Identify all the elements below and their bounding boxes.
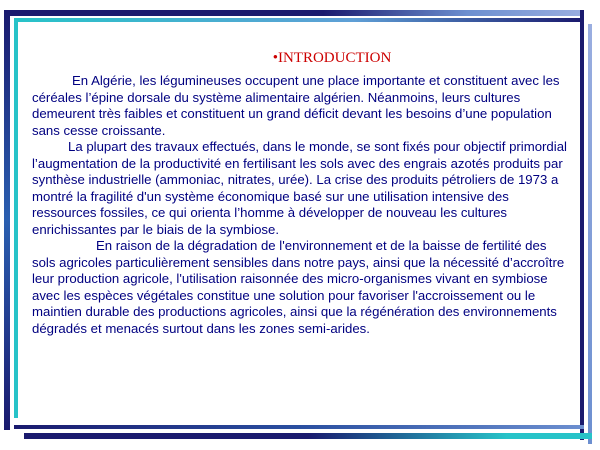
frame-top-inner-bar (14, 18, 580, 22)
slide-title: •INTRODUCTION (272, 50, 392, 66)
frame-top-outer-bar (4, 10, 584, 16)
frame-left-outer-bar (4, 10, 10, 430)
frame-right-inner-bar (580, 10, 584, 440)
paragraph-3: En raison de la dégradation de l'environnement et de la baisse de fertilité des sols agricoles particulièrement sensibles dans notre pays, ainsi que la nécessité d’accroître leur production agricole, l'utilisation raisonnée des micro-organismes vivant en symbiose avec les espèces végétales constitue une solution pour favoriser l'accroissement ou le maintien durable des productions agricoles, ainsi que la régénération des environnements dégradés et menacés surtout dans les zones semi-arides. (32, 238, 565, 336)
paragraph-2: La plupart des travaux effectués, dans le monde, se sont fixés pour objectif primordial l’augmentation de la productivité en fertilisant les sols avec des engrais azotés produits par synthèse industrielle (ammoniac, nitrates, urée). La crise des produits pétroliers de 1973 a montré la fragilité d'un système économique basé sur une utilisation intensive des ressources fossiles, ce qui orienta l’homme à développer de nouveau les cultures enrichissantes par le biais de la symbiose. (32, 139, 567, 237)
paragraph-1: En Algérie, les légumineuses occupent une place importante et constituent avec les céréales l’épine dorsale du système alimentaire algérien. Néanmoins, leurs cultures demeurent très faibles et constituent un grand déficit devant les besoins d’une population sans cesse croissante. (32, 73, 560, 138)
slide-content (32, 50, 572, 420)
frame-right-outer-bar (588, 24, 592, 444)
frame-bottom-inner-bar (14, 425, 584, 429)
frame-left-inner-bar (14, 18, 18, 418)
frame-bottom-outer-bar (24, 433, 592, 439)
